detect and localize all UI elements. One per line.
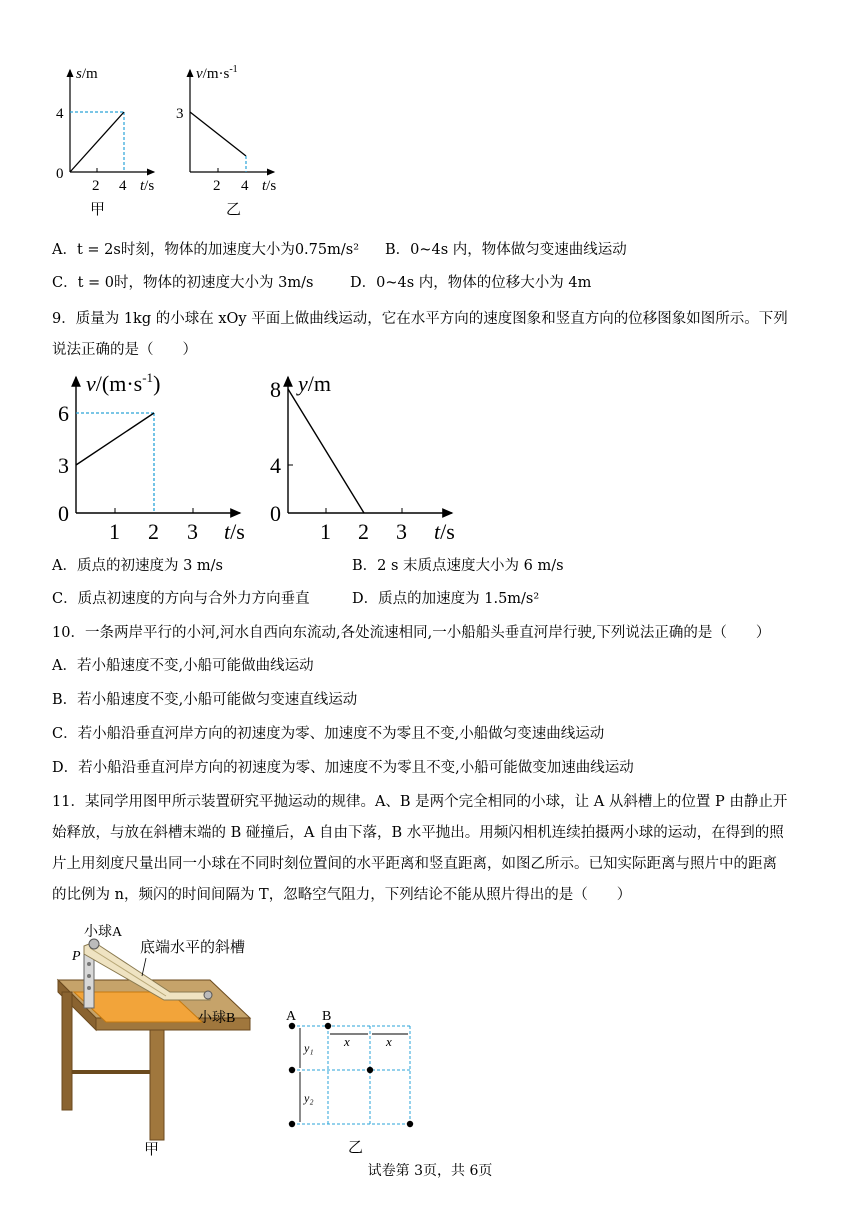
fig8-yi-caption: 乙 (226, 202, 242, 218)
fig8-jia-ytick: 4 (56, 106, 64, 122)
q9-v-ytick-6: 6 (58, 401, 69, 426)
fig8-yi-chart (170, 62, 290, 222)
photo-label-x2: x (386, 1034, 392, 1049)
q9-y-chart (262, 365, 472, 545)
point-a-2 (289, 1067, 295, 1073)
q8-option-d[interactable]: D．0~4s 内，物体的位移大小为 4m (350, 275, 592, 291)
q11-stem-line2: 始释放，与放在斜槽末端的 B 碰撞后，A 自由下落，B 水平抛出。用频闪相机连续拍摄两小球的运动，在得到的照 (52, 825, 784, 841)
point-a-3 (289, 1121, 295, 1127)
q9-v-xtick-3: 3 (187, 519, 198, 544)
q9-option-d[interactable]: D．质点的加速度为 1.5m/s² (352, 591, 540, 607)
q10-option-b[interactable]: B．若小船速度不变,小船可能做匀变速直线运动 (52, 692, 358, 708)
fig8-jia-chart (50, 62, 170, 222)
q8-option-b[interactable]: B．0~4s 内，物体做匀变速曲线运动 (385, 242, 627, 258)
q9-v-xtick-2: 2 (148, 519, 159, 544)
label-chute: 底端水平的斜槽 (140, 940, 246, 956)
ball-b (204, 991, 212, 999)
fig8-jia-xlabel: t/s (140, 178, 155, 194)
fig8-jia-xtick-4: 4 (119, 178, 127, 194)
q9-y-series-line (288, 389, 364, 513)
fig8-yi-ytick: 3 (176, 106, 184, 122)
q9-v-series-line (76, 413, 154, 465)
table-leg-front (150, 1030, 164, 1140)
q9-v-ytick-3: 3 (58, 453, 69, 478)
page-footer: 试卷第 3页，共 6页 (367, 1163, 493, 1179)
q10-option-d[interactable]: D．若小船沿垂直河岸方向的初速度为零、加速度不为零且不变,小船可能做变加速曲线运动 (52, 760, 634, 776)
q9-y-xlabel: t/s (434, 519, 455, 544)
q11-stem-line1: 11．某同学用图甲所示装置研究平抛运动的规律。A、B 是两个完全相同的小球，让 A 从斜槽上的位置 P 由静止开 (52, 794, 788, 810)
q8-option-a[interactable]: A．t = 2s时刻，物体的加速度大小为0.75m/s² (52, 242, 360, 258)
q9-y-ytick-8: 8 (270, 377, 281, 402)
photo-label-a: A (286, 1009, 297, 1024)
point-b-3 (407, 1121, 413, 1127)
q11-apparatus-figure (50, 922, 280, 1162)
q9-v-ytick-0: 0 (58, 501, 69, 526)
q9-y-ylabel: y/m (298, 371, 331, 396)
fig8-yi-ylabel: $v/m\cdot s^{-1}$ (196, 64, 238, 82)
q9-y-xtick-2: 2 (358, 519, 369, 544)
fig8-yi-xlabel: t/s (262, 178, 277, 194)
table-leg-back (62, 992, 72, 1110)
point-b-2 (367, 1067, 373, 1073)
q9-option-c[interactable]: C．质点初速度的方向与合外力方向垂直 (52, 591, 310, 607)
q9-v-chart (50, 365, 260, 545)
q9-y-xtick-3: 3 (396, 519, 407, 544)
fig8-jia-origin: 0 (56, 166, 64, 182)
q9-stem-line2: 说法正确的是（ ） (52, 342, 197, 358)
photo-label-y2: y₂ (304, 1091, 314, 1105)
photo-label-x1: x (344, 1034, 350, 1049)
apparatus-caption: 甲 (144, 1142, 160, 1158)
q11-photo-figure (278, 1006, 428, 1156)
stand-hole-3 (87, 986, 91, 990)
fig8-jia-xtick-2: 2 (92, 178, 100, 194)
q9-y-ytick-4: 4 (270, 453, 281, 478)
photo-caption: 乙 (348, 1140, 364, 1156)
fig8-yi-series-line (190, 112, 246, 156)
label-ball-a: 小球A (84, 925, 123, 940)
q10-option-a[interactable]: A．若小船速度不变,小船可能做曲线运动 (52, 658, 314, 674)
q9-y-xtick-1: 1 (320, 519, 331, 544)
q10-option-c[interactable]: C．若小船沿垂直河岸方向的初速度为零、加速度不为零且不变,小船做匀变速曲线运动 (52, 726, 605, 742)
q9-y-ytick-0: 0 (270, 501, 281, 526)
ball-a (89, 939, 99, 949)
photo-label-b: B (322, 1009, 332, 1024)
q9-option-a[interactable]: A．质点的初速度为 3 m/s (52, 558, 223, 574)
q9-stem-line1: 9．质量为 1kg 的小球在 xOy 平面上做曲线运动，它在水平方向的速度图象和竖直方向的位移图象如图所示。下列 (52, 311, 788, 327)
photo-label-y1: y₁ (304, 1041, 314, 1055)
label-chute-leader (142, 958, 146, 976)
stand-hole-1 (87, 962, 91, 966)
q11-stem-line3: 片上用刻度尺量出同一小球在不同时刻位置间的水平距离和竖直距离，如图乙所示。已知实际距离与照片中的距离 (52, 856, 777, 872)
stand-hole-2 (87, 974, 91, 978)
q8-option-c[interactable]: C．t = 0时，物体的初速度大小为 3m/s (52, 275, 314, 291)
fig8-jia-ylabel: s/m (76, 66, 98, 82)
fig8-yi-xtick-2: 2 (213, 178, 221, 194)
q9-option-b[interactable]: B．2 s 末质点速度大小为 6 m/s (352, 558, 564, 574)
q9-v-xtick-1: 1 (109, 519, 120, 544)
fig8-jia-caption: 甲 (90, 202, 106, 218)
fig8-yi-xtick-4: 4 (241, 178, 249, 194)
label-ball-b: 小球B (198, 1011, 236, 1026)
fig8-jia-series-line (70, 112, 124, 172)
q11-stem-line4: 的比例为 n，频闪的时间间隔为 T，忽略空气阻力，下列结论不能从照片得出的是（ ） (52, 887, 632, 903)
q9-v-xlabel: t/s (224, 519, 245, 544)
stand-post (84, 952, 94, 1008)
q9-v-ylabel: $v/(m\cdot s^{-1})$ (86, 370, 161, 396)
label-p: P (72, 949, 81, 964)
q10-stem: 10．一条两岸平行的小河,河水自西向东流动,各处流速相同,一小船船头垂直河岸行驶,下列说法正确的是（ ） (52, 625, 771, 641)
